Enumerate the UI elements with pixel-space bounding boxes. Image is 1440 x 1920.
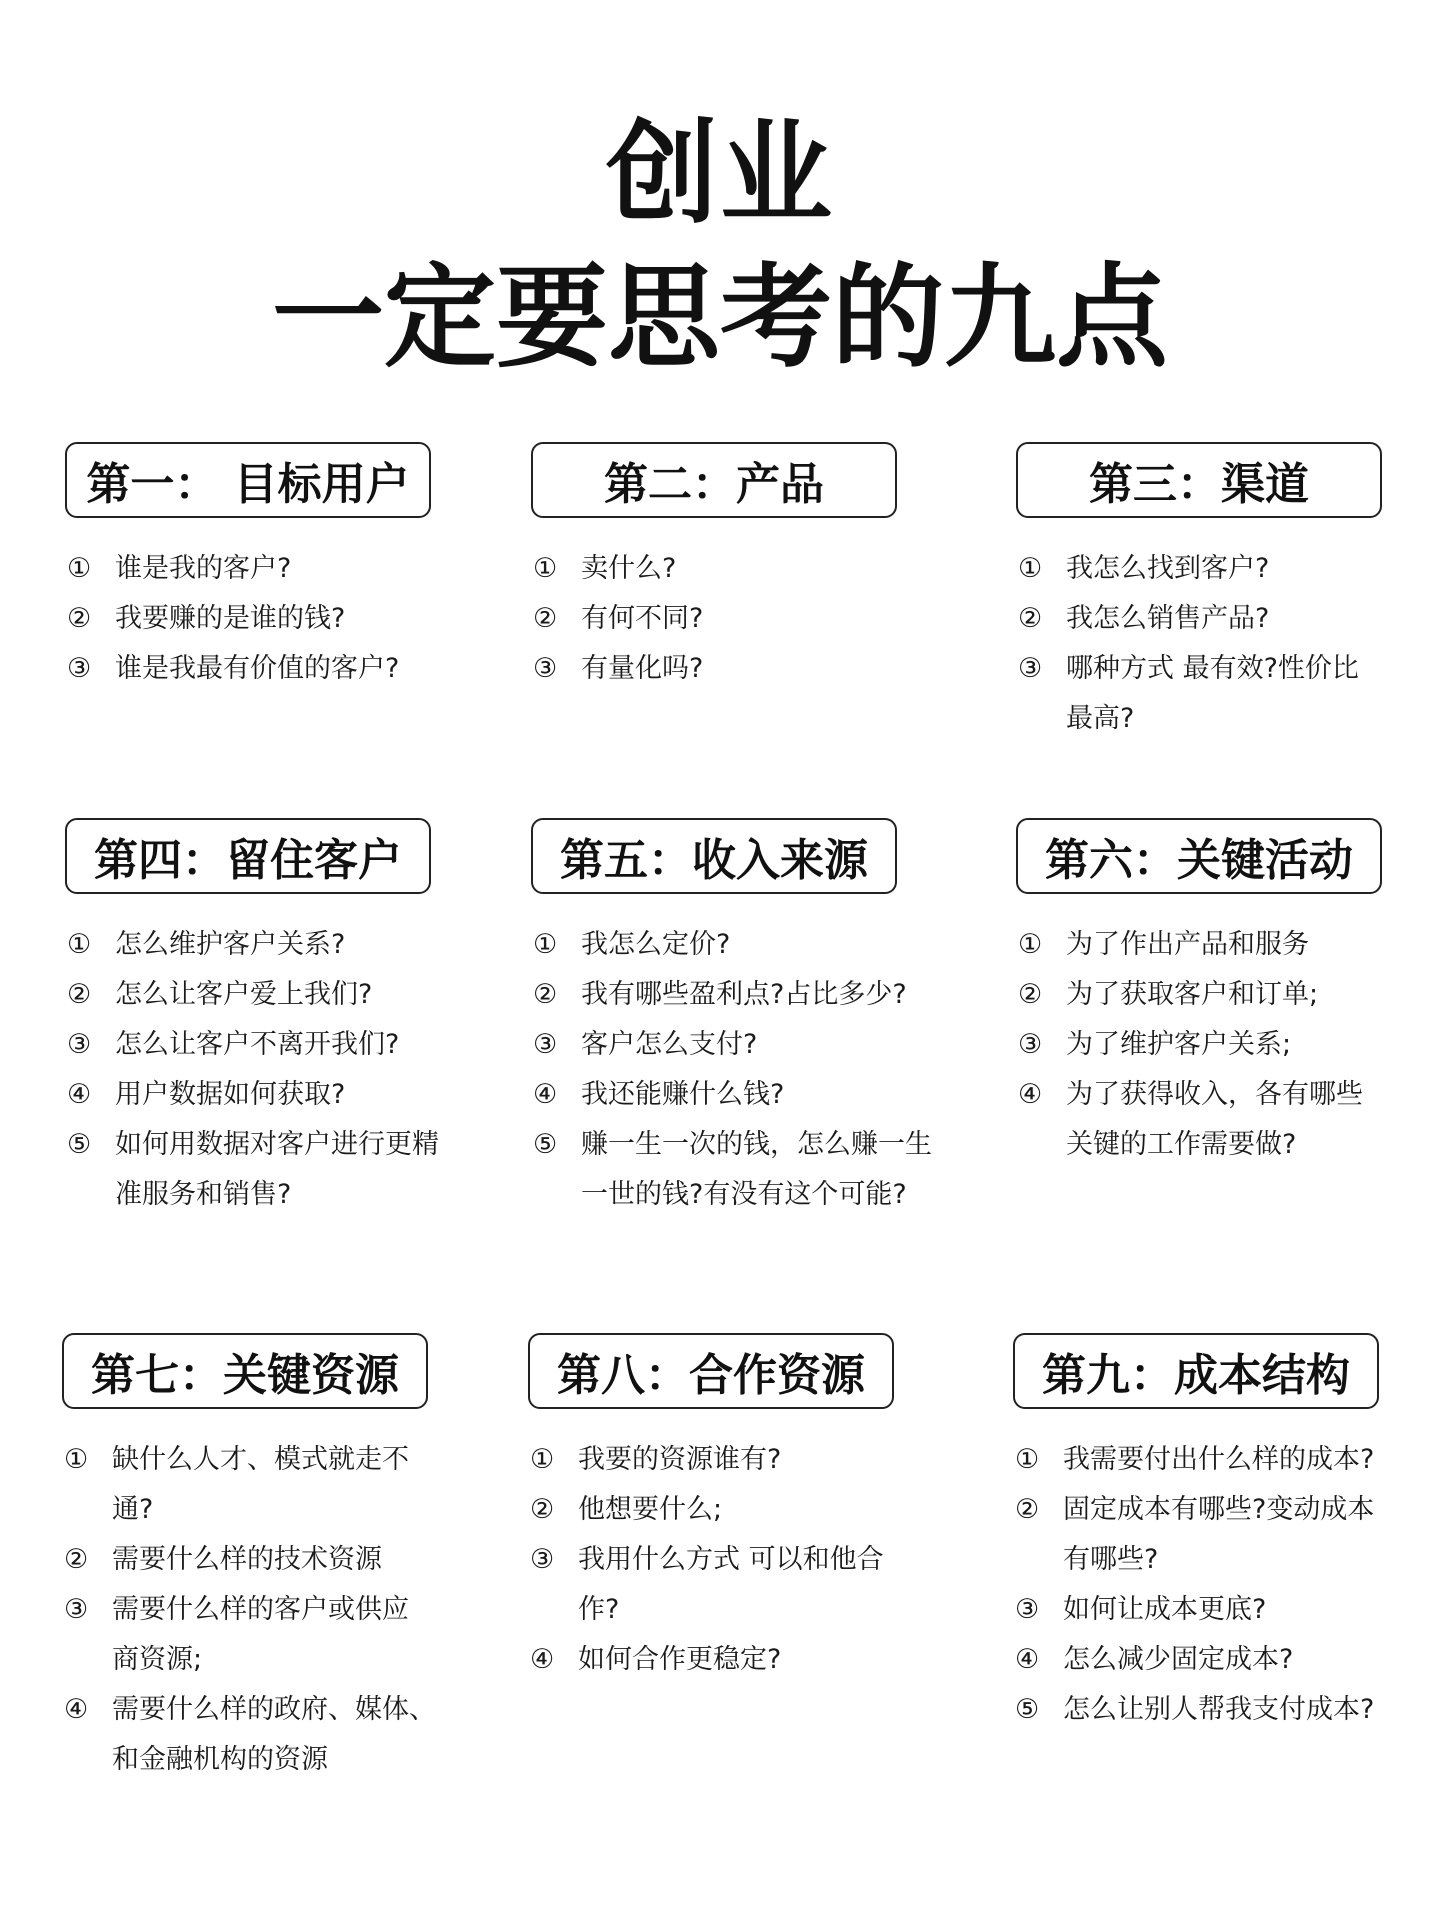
- item-number: ⑤: [1015, 1694, 1040, 1725]
- list-item: [65, 970, 485, 1020]
- item-number: ③: [530, 1544, 555, 1575]
- question-list: [65, 544, 485, 694]
- list-item: [531, 644, 951, 694]
- section-header-label: 第六：关键活动: [1045, 835, 1353, 886]
- section-header: [1016, 442, 1382, 518]
- item-text: 固定成本有哪些?变动成本 有哪些?: [1063, 1494, 1375, 1575]
- list-item: [1013, 1585, 1433, 1635]
- list-item: [65, 544, 485, 594]
- item-text: 我有哪些盈利点?占比多少?: [581, 979, 907, 1010]
- list-item: [1013, 1685, 1433, 1735]
- section-header-label: 第七：关键资源: [91, 1350, 399, 1401]
- question-list: [62, 1435, 482, 1785]
- item-text: 用户数据如何获取?: [115, 1079, 346, 1110]
- item-number: ④: [64, 1694, 89, 1725]
- item-text: 怎么减少固定成本?: [1063, 1644, 1294, 1675]
- question-list: [531, 544, 951, 694]
- list-item: [531, 1070, 951, 1120]
- list-item: [531, 920, 951, 970]
- item-number: ③: [1018, 1029, 1043, 1060]
- list-item: [62, 1685, 482, 1785]
- item-text: 我需要付出什么样的成本?: [1063, 1444, 1375, 1475]
- item-text: 为了作出产品和服务: [1066, 929, 1309, 960]
- item-text: 赚一生一次的钱，怎么赚一生 一世的钱?有没有这个可能?: [581, 1129, 932, 1210]
- item-text: 我怎么定价?: [581, 929, 731, 960]
- question-list: [1016, 544, 1436, 744]
- item-text: 如何用数据对客户进行更精 准服务和销售?: [115, 1129, 439, 1210]
- item-text: 怎么让客户不离开我们?: [115, 1029, 400, 1060]
- item-number: ③: [64, 1594, 89, 1625]
- item-number: ①: [67, 553, 92, 584]
- item-number: ①: [1018, 553, 1043, 584]
- item-number: ③: [533, 1029, 558, 1060]
- section-header: [65, 818, 431, 894]
- item-text: 我要赚的是谁的钱?: [115, 603, 346, 634]
- list-item: [62, 1435, 482, 1535]
- item-text: 有量化吗?: [581, 653, 704, 684]
- section-cost-structure: [1013, 1333, 1433, 1735]
- list-item: [65, 1070, 485, 1120]
- item-number: ①: [1015, 1444, 1040, 1475]
- item-text: 需要什么样的客户或供应 商资源;: [112, 1594, 409, 1675]
- question-list: [531, 920, 951, 1220]
- list-item: [531, 544, 951, 594]
- list-item: [1013, 1485, 1433, 1585]
- item-text: 我要的资源谁有?: [578, 1444, 782, 1475]
- list-item: [65, 1120, 485, 1220]
- list-item: [1016, 544, 1436, 594]
- list-item: [1016, 920, 1436, 970]
- list-item: [1016, 970, 1436, 1020]
- list-item: [62, 1585, 482, 1685]
- item-text: 有何不同?: [581, 603, 704, 634]
- item-text: 如何让成本更底?: [1063, 1594, 1267, 1625]
- item-text: 客户怎么支付?: [581, 1029, 758, 1060]
- item-number: ①: [533, 929, 558, 960]
- item-number: ③: [67, 1029, 92, 1060]
- list-item: [65, 594, 485, 644]
- list-item: [528, 1635, 948, 1685]
- section-header: [65, 442, 431, 518]
- item-number: ②: [64, 1544, 89, 1575]
- item-text: 怎么让客户爱上我们?: [115, 979, 373, 1010]
- item-text: 怎么维护客户关系?: [115, 929, 346, 960]
- item-number: ④: [67, 1079, 92, 1110]
- item-text: 谁是我最有价值的客户?: [115, 653, 400, 684]
- item-text: 为了获取客户和订单;: [1066, 979, 1319, 1010]
- item-text: 哪种方式 最有效?性价比 最高?: [1066, 653, 1359, 734]
- section-target-users: [65, 442, 485, 694]
- list-item: [528, 1535, 948, 1635]
- item-text: 他想要什么;: [578, 1494, 723, 1525]
- item-text: 需要什么样的政府、媒体、 和金融机构的资源: [112, 1694, 436, 1775]
- question-list: [65, 920, 485, 1220]
- item-text: 需要什么样的技术资源: [112, 1544, 382, 1575]
- item-text: 我怎么销售产品?: [1066, 603, 1270, 634]
- item-text: 缺什么人才、模式就走不 通?: [112, 1444, 409, 1525]
- list-item: [1016, 644, 1436, 744]
- item-number: ①: [1018, 929, 1043, 960]
- item-number: ②: [533, 979, 558, 1010]
- section-header-label: 第八：合作资源: [557, 1350, 865, 1401]
- question-list: [1016, 920, 1436, 1170]
- item-number: ⑤: [67, 1129, 92, 1160]
- list-item: [1013, 1435, 1433, 1485]
- item-number: ①: [64, 1444, 89, 1475]
- list-item: [65, 644, 485, 694]
- section-header: [531, 818, 897, 894]
- section-product: [531, 442, 951, 694]
- section-key-resources: [62, 1333, 482, 1785]
- section-key-activities: [1016, 818, 1436, 1170]
- list-item: [1016, 1020, 1436, 1070]
- list-item: [65, 1020, 485, 1070]
- section-revenue: [531, 818, 951, 1220]
- item-number: ③: [67, 653, 92, 684]
- item-number: ②: [67, 979, 92, 1010]
- item-number: ④: [1018, 1079, 1043, 1110]
- section-channel: [1016, 442, 1436, 744]
- section-header: [528, 1333, 894, 1409]
- page-title: 创业: [606, 109, 834, 239]
- section-header: [531, 442, 897, 518]
- list-item: [62, 1535, 482, 1585]
- item-number: ③: [1015, 1594, 1040, 1625]
- list-item: [528, 1485, 948, 1535]
- list-item: [531, 594, 951, 644]
- list-item: [528, 1435, 948, 1485]
- item-number: ①: [530, 1444, 555, 1475]
- section-header-label: 第九：成本结构: [1042, 1350, 1350, 1401]
- section-header-label: 第五：收入来源: [560, 835, 868, 886]
- section-header: [1016, 818, 1382, 894]
- page-subtitle: 一定要思考的九点: [272, 253, 1168, 383]
- item-number: ②: [1018, 603, 1043, 634]
- item-text: 我用什么方式 可以和他合 作?: [578, 1544, 884, 1625]
- list-item: [531, 1120, 951, 1220]
- list-item: [531, 1020, 951, 1070]
- item-text: 为了维护客户关系;: [1066, 1029, 1292, 1060]
- item-number: ④: [1015, 1644, 1040, 1675]
- item-text: 谁是我的客户?: [115, 553, 292, 584]
- item-number: ②: [1015, 1494, 1040, 1525]
- item-number: ③: [533, 653, 558, 684]
- item-text: 我怎么找到客户?: [1066, 553, 1270, 584]
- item-number: ②: [530, 1494, 555, 1525]
- item-text: 如何合作更稳定?: [578, 1644, 782, 1675]
- section-header-label: 第一： 目标用户: [86, 459, 410, 510]
- item-number: ④: [530, 1644, 555, 1675]
- section-header: [1013, 1333, 1379, 1409]
- list-item: [1016, 594, 1436, 644]
- list-item: [1016, 1070, 1436, 1170]
- question-list: [1013, 1435, 1433, 1735]
- item-text: 卖什么?: [581, 553, 677, 584]
- list-item: [531, 970, 951, 1020]
- question-list: [528, 1435, 948, 1685]
- item-text: 为了获得收入，各有哪些 关键的工作需要做?: [1066, 1079, 1363, 1160]
- item-number: ①: [67, 929, 92, 960]
- item-number: ②: [67, 603, 92, 634]
- item-number: ⑤: [533, 1129, 558, 1160]
- item-number: ②: [533, 603, 558, 634]
- section-header: [62, 1333, 428, 1409]
- item-text: 我还能赚什么钱?: [581, 1079, 785, 1110]
- section-header-label: 第四：留住客户: [94, 835, 402, 886]
- list-item: [1013, 1635, 1433, 1685]
- section-retain-customers: [65, 818, 485, 1220]
- item-number: ②: [1018, 979, 1043, 1010]
- item-text: 怎么让别人帮我支付成本?: [1063, 1694, 1375, 1725]
- section-header-label: 第二：产品: [604, 459, 824, 510]
- item-number: ①: [533, 553, 558, 584]
- section-partner-resources: [528, 1333, 948, 1685]
- list-item: [65, 920, 485, 970]
- item-number: ④: [533, 1079, 558, 1110]
- section-header-label: 第三：渠道: [1089, 459, 1309, 510]
- item-number: ③: [1018, 653, 1043, 684]
